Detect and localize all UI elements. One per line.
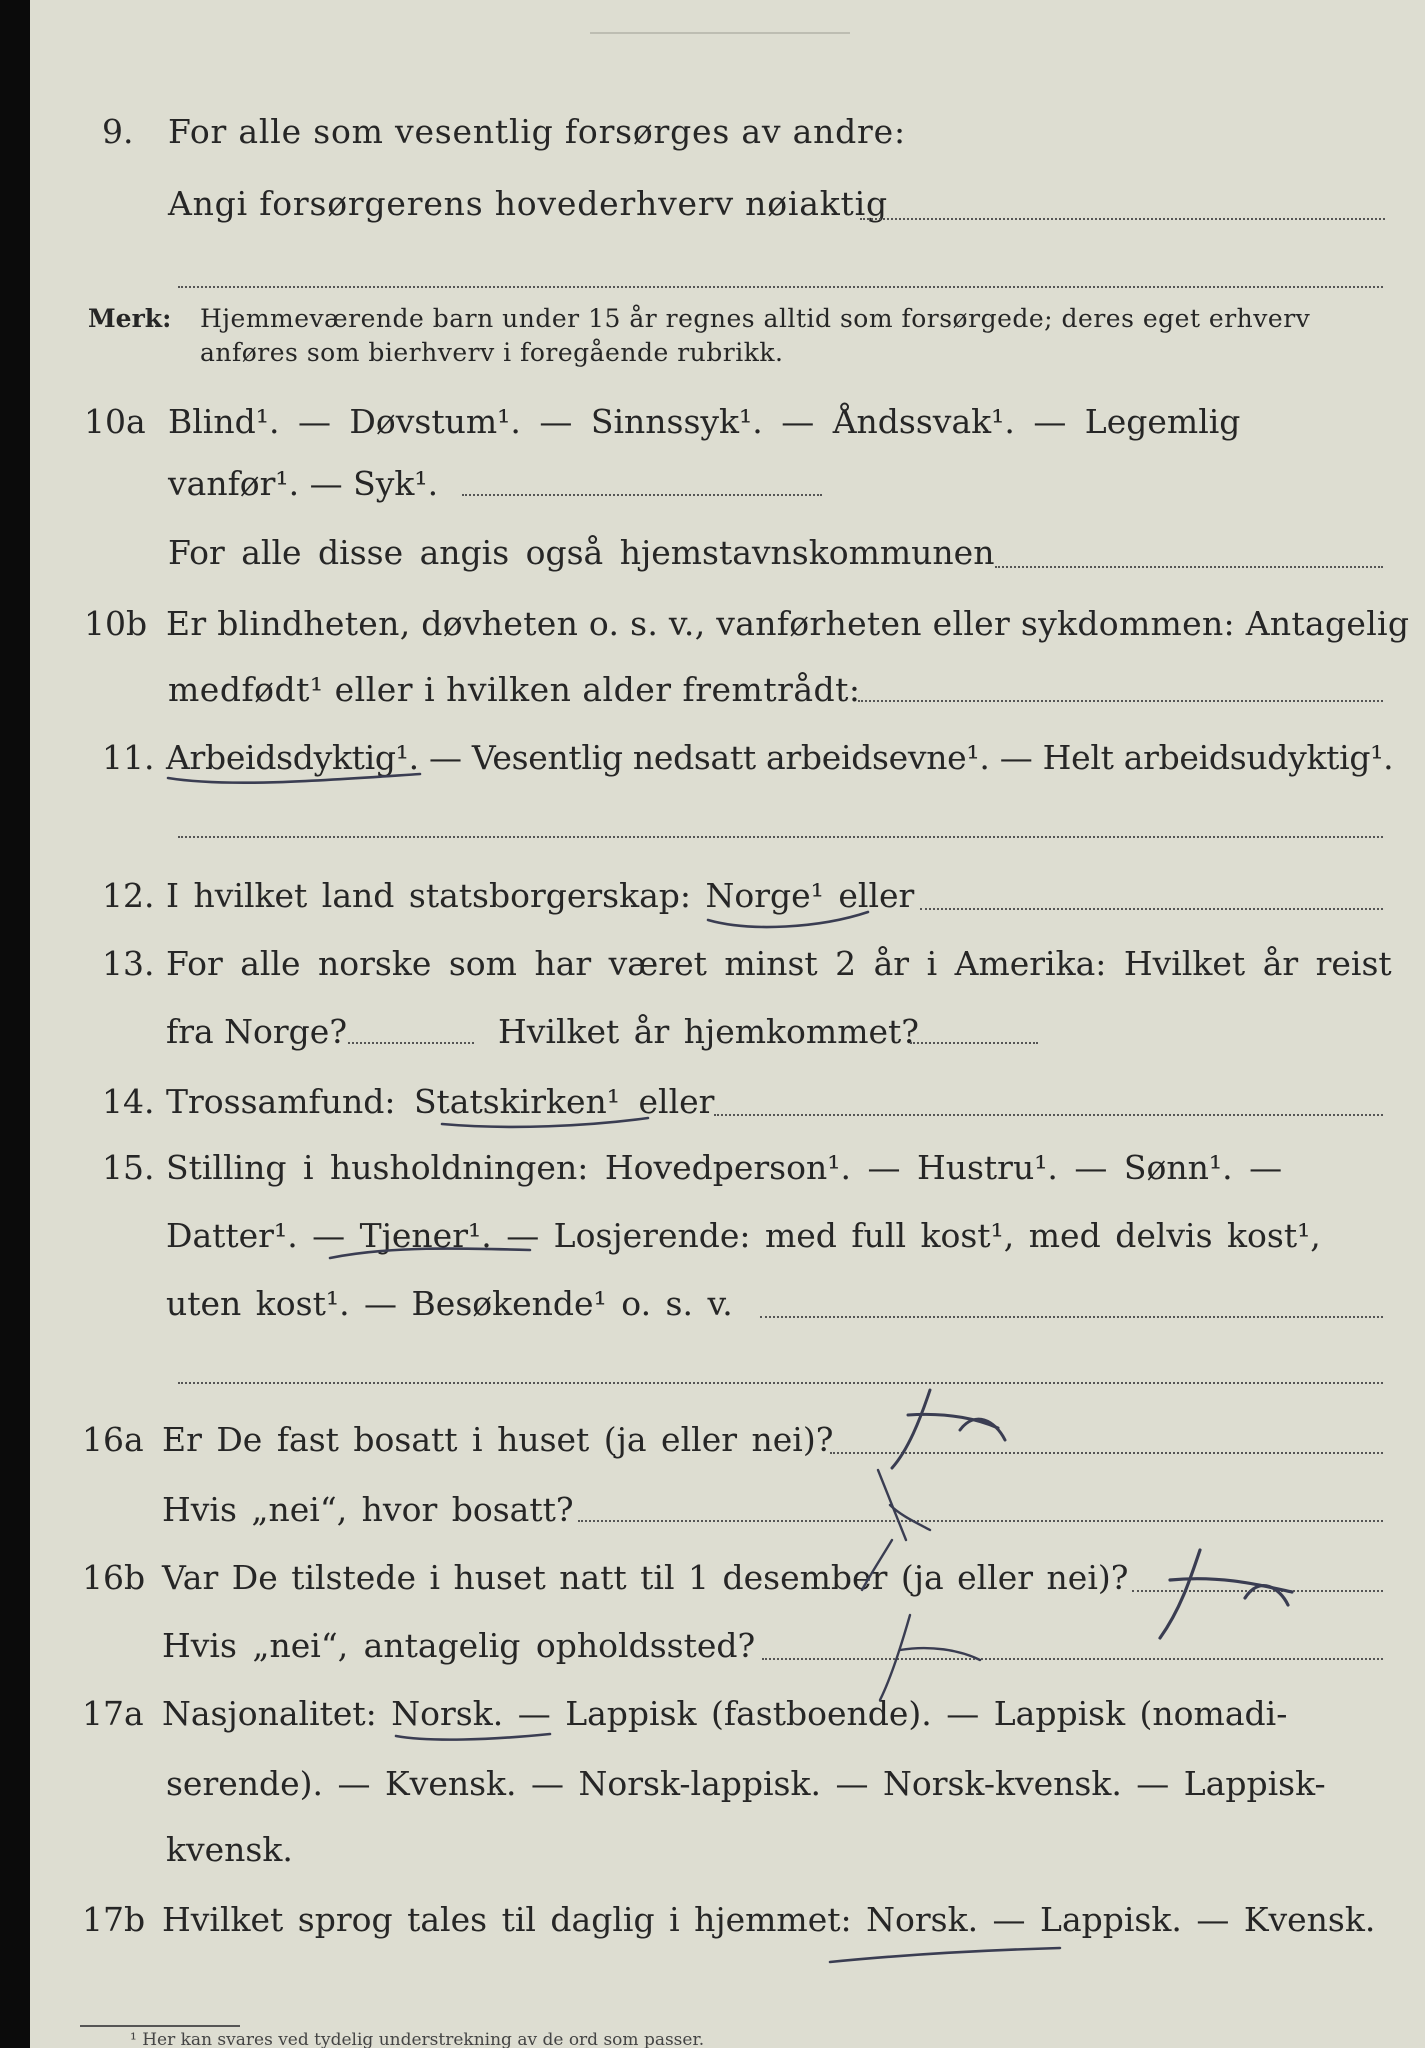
q16a-answer: Ja [948,1447,950,1449]
q17a-number: 17a [82,1694,144,1733]
underline-statskirken [442,1118,648,1127]
q12-number: 12. [102,876,155,915]
underline-norsk-17b [830,1948,1060,1962]
q9-line2: Angi forsørgerens hovederhverv nøiaktig [168,184,888,223]
q10a-line3: For alle disse angis også hjemstavnskommunen [168,533,995,572]
q15-number: 15. [102,1148,155,1187]
q17a-line2: serende). — Kvensk. — Norsk-lappisk. — Norsk-kvensk. — Lappisk- [166,1764,1326,1803]
q14-line1: Trossamfund: Statskirken¹ eller [166,1082,715,1121]
census-form-page [30,0,1425,2048]
ja-16a-stroke [892,1390,930,1468]
underline-arbeidsdyktig [168,774,420,783]
q15-line1: Stilling i husholdningen: Hovedperson¹. — Hustru¹. — Sønn¹. — [166,1148,1283,1187]
q11-line1: Arbeidsdyktig¹. — Vesentlig nedsatt arbeidsevne¹. — Helt arbeidsudyktig¹. [166,738,1394,777]
merk-line1: Hjemmeværende barn under 15 år regnes alltid som forsørgede; deres eget erhverv [200,304,1311,333]
q10b-number: 10b [84,604,148,643]
q9-number: 9. [102,112,134,151]
q11-number: 11. [102,738,155,777]
q13-number: 13. [102,944,155,983]
q14-number: 14. [102,1082,155,1121]
q16a-line1: Er De fast bosatt i huset (ja eller nei)? [162,1420,834,1459]
q10a-number: 10a [84,402,146,441]
q10a-line1: Blind¹. — Døvstum¹. — Sinnssyk¹. — Åndssvak¹. — Legemlig [168,402,1241,441]
q16a-number: 16a [82,1420,144,1459]
q16b-line2: Hvis „nei“, antagelig opholdssted? [162,1626,756,1665]
q10a-line2: vanfør¹. — Syk¹. [168,464,439,503]
q17a-line3: kvensk. [166,1830,293,1869]
q16b-line1: Var De tilstede i huset natt til 1 desember (ja eller nei)? [162,1558,1129,1597]
q16b-answer: Ja [1230,1599,1232,1601]
q17a-line1: Nasjonalitet: Norsk. — Lappisk (fastboende). — Lappisk (nomadi- [162,1694,1288,1733]
q13-line2b: Hvilket år hjemkommet? [498,1012,919,1051]
q10b-line1: Er blindheten, døvheten o. s. v., vanførheten eller sykdommen: Antagelig [166,604,1410,643]
q10b-line2: medfødt¹ eller i hvilken alder fremtrådt: [168,670,861,709]
merk-line2: anføres som bierhverv i foregående rubrikk. [200,338,784,367]
ja-16b-stroke [1160,1550,1200,1638]
q16a-line2: Hvis „nei“, hvor bosatt? [162,1490,574,1529]
q15-line3: uten kost¹. — Besøkende¹ o. s. v. [166,1284,733,1323]
q13-line1: For alle norske som har været minst 2 år i Amerika: Hvilket år reist [166,944,1392,983]
q16b-number: 16b [82,1558,146,1597]
footnote: ¹ Her kan svares ved tydelig understrekning av de ord som passer. [130,2030,705,2048]
q17b-number: 17b [82,1900,146,1939]
q17b-line1: Hvilket sprog tales til daglig i hjemmet: Norsk. — Lappisk. — Kvensk. [162,1900,1376,1939]
underline-norge [708,912,868,927]
underline-tjener [330,1248,530,1258]
q9-line1: For alle som vesentlig forsørges av andre: [168,112,906,151]
underline-norsk-17a [396,1734,550,1740]
merk-label: Merk: [88,304,172,333]
q15-line2: Datter¹. — Tjener¹. — Losjerende: med full kost¹, med delvis kost¹, [166,1216,1321,1255]
handwriting-marks [30,0,1425,2048]
q12-line1: I hvilket land statsborgerskap: Norge¹ eller [166,876,915,915]
q13-line2a: fra Norge? [166,1012,348,1051]
